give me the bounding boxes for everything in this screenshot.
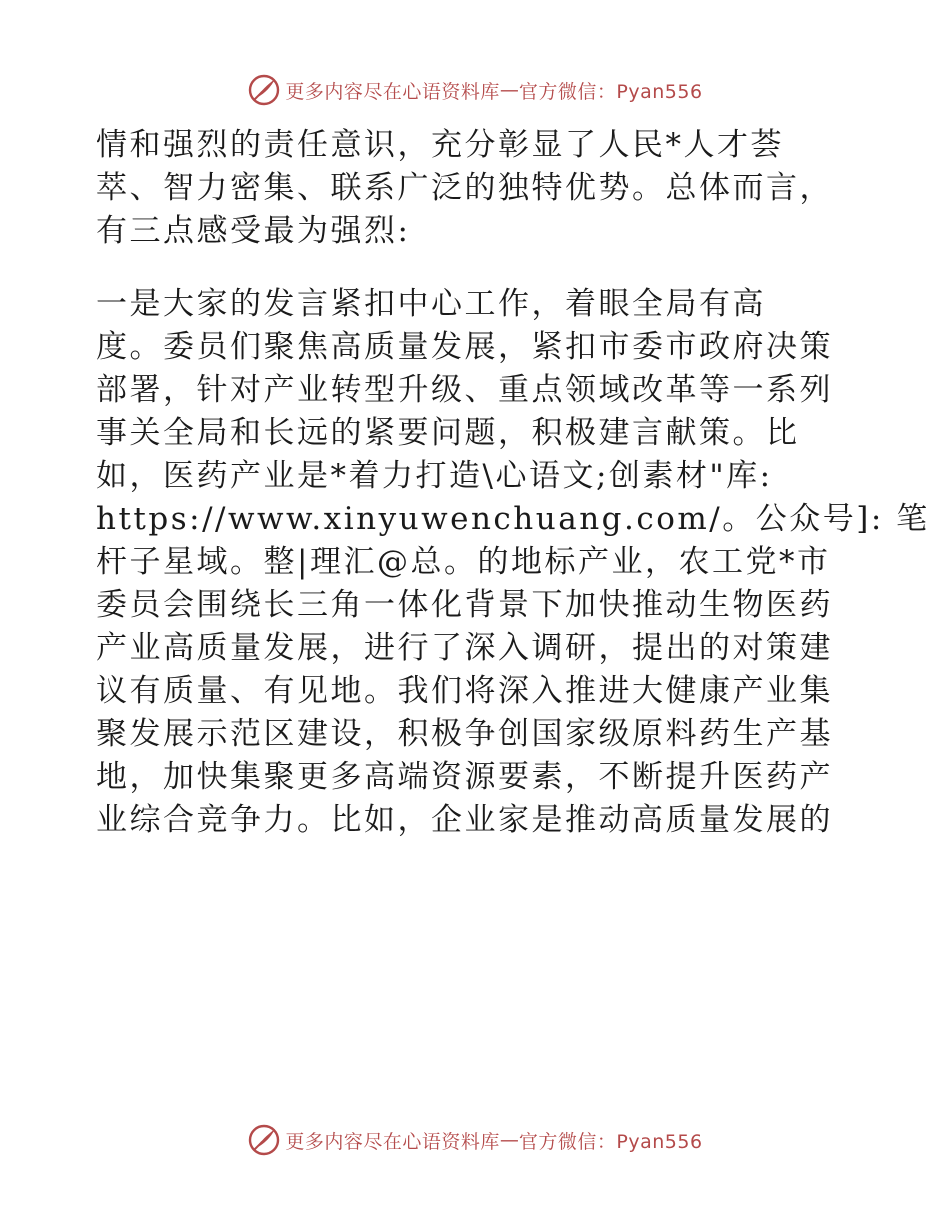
text-line: 聚发展示范区建设，积极争创国家级原料药生产基: [96, 716, 833, 752]
text-line: 如，医药产业是*着力打造\心语文;创素材"库:: [96, 458, 773, 494]
text-line: 一是大家的发言紧扣中心工作，着眼全局有高: [96, 286, 766, 322]
footer-watermark-inner: [247, 1123, 702, 1157]
document-body: [96, 124, 930, 842]
header-watermark-wechat: 官方微信：Pyan556: [518, 80, 703, 103]
footer-watermark-banner: [0, 1120, 950, 1160]
text-line: 部署，针对产业转型升级、重点领域改革等一系列: [96, 372, 833, 408]
text-line: https://www.xinyuwenchuang.com/。公众号]: 笔: [96, 501, 930, 537]
feather-logo-icon: [247, 1123, 281, 1157]
paragraph-gap: [96, 253, 856, 283]
paragraph-2: [96, 283, 930, 842]
header-watermark-banner: [0, 70, 950, 110]
text-line: 业综合竞争力。比如，企业家是推动高质量发展的: [96, 802, 833, 838]
footer-watermark-wechat: 官方微信：Pyan556: [518, 1130, 703, 1153]
text-line: 地，加快集聚更多高端资源要素，不断提升医药产: [96, 759, 833, 795]
feather-logo-icon: [247, 73, 281, 107]
text-line: 度。委员们聚焦高质量发展，紧扣市委市政府决策: [96, 329, 833, 365]
header-watermark-separator: —: [499, 79, 519, 101]
text-line: 产业高质量发展，进行了深入调研，提出的对策建: [96, 630, 833, 666]
text-line: 委员会围绕长三角一体化背景下加快推动生物医药: [96, 587, 833, 623]
text-line: 杆子星域。整|理汇@总。的地标产业，农工党*市: [96, 544, 831, 580]
footer-watermark-text: 更多内容尽在心语资料库: [285, 1130, 500, 1153]
paragraph-1: [96, 124, 856, 253]
header-watermark-inner: [247, 73, 702, 107]
text-line: 萃、智力密集、联系广泛的独特优势。总体而言，: [96, 170, 833, 206]
footer-watermark-separator: —: [499, 1129, 519, 1151]
header-watermark-text: 更多内容尽在心语资料库: [285, 80, 500, 103]
text-line: 情和强烈的责任意识，充分彰显了人民*人才荟: [96, 127, 784, 163]
text-line: 事关全局和长远的紧要问题，积极建言献策。比: [96, 415, 800, 451]
text-line: 议有质量、有见地。我们将深入推进大健康产业集: [96, 673, 833, 709]
text-line: 有三点感受最为强烈:: [96, 213, 411, 249]
